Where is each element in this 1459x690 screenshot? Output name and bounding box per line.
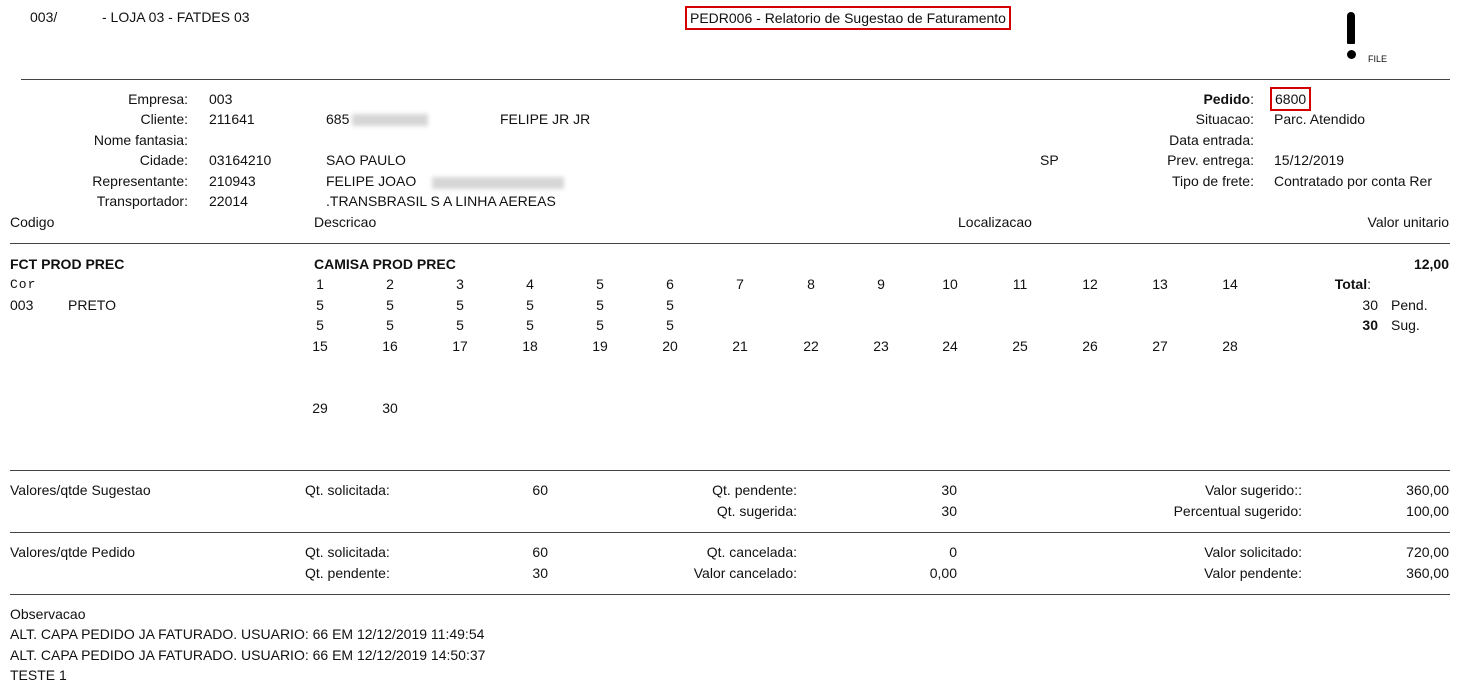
percentual-value: 100,00 — [1406, 503, 1449, 519]
percentual-label: Percentual sugerido: — [1173, 503, 1302, 519]
size-label: 15 — [312, 338, 328, 354]
color-name: PRETO — [68, 297, 116, 313]
redacted-block — [432, 177, 564, 189]
observacao-line: ALT. CAPA PEDIDO JA FATURADO. USUARIO: 66 EM 12/12/2019 14:50:37 — [10, 647, 486, 663]
pedido-title: Valores/qtde Pedido — [10, 544, 136, 560]
report-title: PEDR006 - Relatorio de Sugestao de Faturamento — [685, 6, 1011, 30]
cidade-uf: SP — [1040, 152, 1059, 168]
sug-qty: 5 — [386, 317, 394, 333]
fantasia-label: Nome fantasia: — [93, 132, 188, 148]
pedido-label: Pedido — [1203, 91, 1251, 107]
col-localizacao: Localizacao — [958, 214, 1032, 230]
ped-qt-pendente-label: Qt. pendente: — [305, 565, 390, 581]
item-description: CAMISA PROD PREC — [314, 256, 456, 272]
prev-entrega-value: 15/12/2019 — [1274, 152, 1345, 168]
cidade-cep: 03164210 — [209, 152, 272, 168]
size-label: 29 — [312, 400, 328, 416]
size-label: 30 — [382, 400, 398, 416]
size-label: 18 — [522, 338, 538, 354]
size-label: 11 — [1012, 276, 1028, 292]
sug-qt-pendente: 30 — [941, 482, 957, 498]
sug-qty: 5 — [316, 317, 324, 333]
sug-qty: 5 — [596, 317, 604, 333]
size-label: 19 — [592, 338, 608, 354]
cliente-name: FELIPE JR JR — [500, 111, 591, 127]
valor-solicitado-label: Valor solicitado: — [1204, 544, 1302, 560]
file-label: FILE — [1368, 54, 1388, 64]
size-label: 16 — [382, 338, 398, 354]
sug-qty: 5 — [456, 317, 464, 333]
col-valor-unitario: Valor unitario — [1367, 214, 1449, 230]
situacao-value: Parc. Atendido — [1274, 111, 1366, 127]
size-label: 20 — [662, 338, 678, 354]
sug-qt-solicitada: 60 — [532, 482, 548, 498]
pend-total: 30 — [1362, 297, 1378, 313]
ped-qt-cancelada: 0 — [949, 544, 957, 560]
divider — [10, 243, 1450, 244]
sug-qt-solicitada-label: Qt. solicitada: — [305, 482, 390, 498]
sugestao-title: Valores/qtde Sugestao — [10, 482, 151, 498]
transportador-name: .TRANSBRASIL S A LINHA AEREAS — [326, 193, 556, 209]
size-label: 2 — [386, 276, 394, 292]
tipo-frete-value: Contratado por conta Rer — [1274, 173, 1432, 189]
data-entrada-label: Data entrada: — [1169, 132, 1254, 148]
representante-label: Representante: — [92, 173, 188, 189]
size-label: 4 — [526, 276, 534, 292]
size-label: 9 — [877, 276, 885, 292]
item-code: FCT PROD PREC — [10, 256, 125, 272]
total-colon: : — [1367, 276, 1371, 292]
transportador-label: Transportador: — [96, 193, 188, 209]
size-label: 1 — [316, 276, 324, 292]
sug-qty: 5 — [666, 317, 674, 333]
cidade-name: SAO PAULO — [326, 152, 406, 168]
size-label: 3 — [456, 276, 464, 292]
total-label-wrap — [1335, 276, 1371, 292]
size-label: 13 — [1152, 276, 1168, 292]
ped-qt-cancelada-label: Qt. cancelada: — [706, 544, 797, 560]
total-label: Total — [1334, 276, 1368, 292]
divider — [10, 532, 1450, 533]
sug-qt-sugerida-label: Qt. sugerida: — [716, 503, 797, 519]
prev-entrega-label: Prev. entrega: — [1167, 152, 1254, 168]
sug-qt-sugerida: 30 — [941, 503, 957, 519]
size-label: 24 — [942, 338, 958, 354]
sug-total: 30 — [1362, 317, 1378, 333]
col-codigo: Codigo — [10, 214, 55, 230]
valor-cancelado-label: Valor cancelado: — [693, 565, 797, 581]
size-label: 22 — [803, 338, 819, 354]
cor-label: Cor — [10, 277, 37, 292]
cidade-label: Cidade: — [139, 152, 188, 168]
size-label: 8 — [807, 276, 815, 292]
representante-code: 210943 — [209, 173, 256, 189]
divider — [10, 594, 1450, 595]
size-label: 23 — [873, 338, 889, 354]
valor-sugerido-label: Valor sugerido:: — [1204, 482, 1302, 498]
ped-qt-solicitada: 60 — [532, 544, 548, 560]
valor-solicitado: 720,00 — [1406, 544, 1449, 560]
transportador-code: 22014 — [209, 193, 248, 209]
cliente-code: 211641 — [209, 111, 255, 127]
ped-qt-pendente: 30 — [532, 565, 548, 581]
valor-pendente-label: Valor pendente: — [1204, 565, 1302, 581]
observacao-title: Observacao — [10, 606, 86, 622]
size-label: 27 — [1152, 338, 1168, 354]
size-label: 26 — [1082, 338, 1098, 354]
representante-name: FELIPE JOAO — [326, 173, 417, 189]
pend-qty: 5 — [456, 297, 464, 313]
size-label: 10 — [942, 276, 958, 292]
observacao-line: ALT. CAPA PEDIDO JA FATURADO. USUARIO: 66 EM 12/12/2019 11:49:54 — [10, 626, 485, 642]
pend-qty: 5 — [666, 297, 674, 313]
size-label: 17 — [452, 338, 468, 354]
size-label: 6 — [666, 276, 674, 292]
size-label: 5 — [596, 276, 604, 292]
size-label: 7 — [736, 276, 744, 292]
size-label: 28 — [1222, 338, 1238, 354]
size-label: 25 — [1012, 338, 1028, 354]
pend-qty: 5 — [316, 297, 324, 313]
color-code: 003 — [10, 297, 34, 313]
sug-label: Sug. — [1391, 317, 1420, 333]
empresa-value: 003 — [209, 91, 233, 107]
size-label: 21 — [732, 338, 748, 354]
sug-qty: 5 — [526, 317, 534, 333]
divider — [21, 79, 1450, 80]
situacao-label: Situacao: — [1195, 111, 1254, 127]
ped-qt-solicitada-label: Qt. solicitada: — [305, 544, 390, 560]
cliente-doc: 685 — [326, 111, 350, 127]
size-label: 12 — [1082, 276, 1098, 292]
store-name: - LOJA 03 - FATDES 03 — [102, 9, 250, 25]
pend-qty: 5 — [596, 297, 604, 313]
empresa-label: Empresa: — [128, 91, 188, 107]
item-price: 12,00 — [1413, 256, 1449, 272]
valor-cancelado: 0,00 — [929, 565, 957, 581]
store-code: 003/ — [30, 9, 58, 25]
valor-pendente: 360,00 — [1406, 565, 1449, 581]
pend-label: Pend. — [1391, 297, 1428, 313]
redacted-block — [352, 114, 428, 126]
pedido-label-wrap — [1203, 91, 1254, 107]
pend-qty: 5 — [526, 297, 534, 313]
cliente-label: Cliente: — [140, 111, 188, 127]
pend-qty: 5 — [386, 297, 394, 313]
sug-qt-pendente-label: Qt. pendente: — [712, 482, 797, 498]
valor-sugerido: 360,00 — [1406, 482, 1449, 498]
size-label: 14 — [1222, 276, 1238, 292]
col-descricao: Descricao — [314, 214, 377, 230]
tipo-frete-label: Tipo de frete: — [1172, 173, 1254, 189]
pedido-number: 6800 — [1270, 87, 1311, 111]
observacao-line: TESTE 1 — [10, 667, 67, 683]
pedido-colon: : — [1250, 91, 1254, 107]
divider — [10, 470, 1450, 471]
